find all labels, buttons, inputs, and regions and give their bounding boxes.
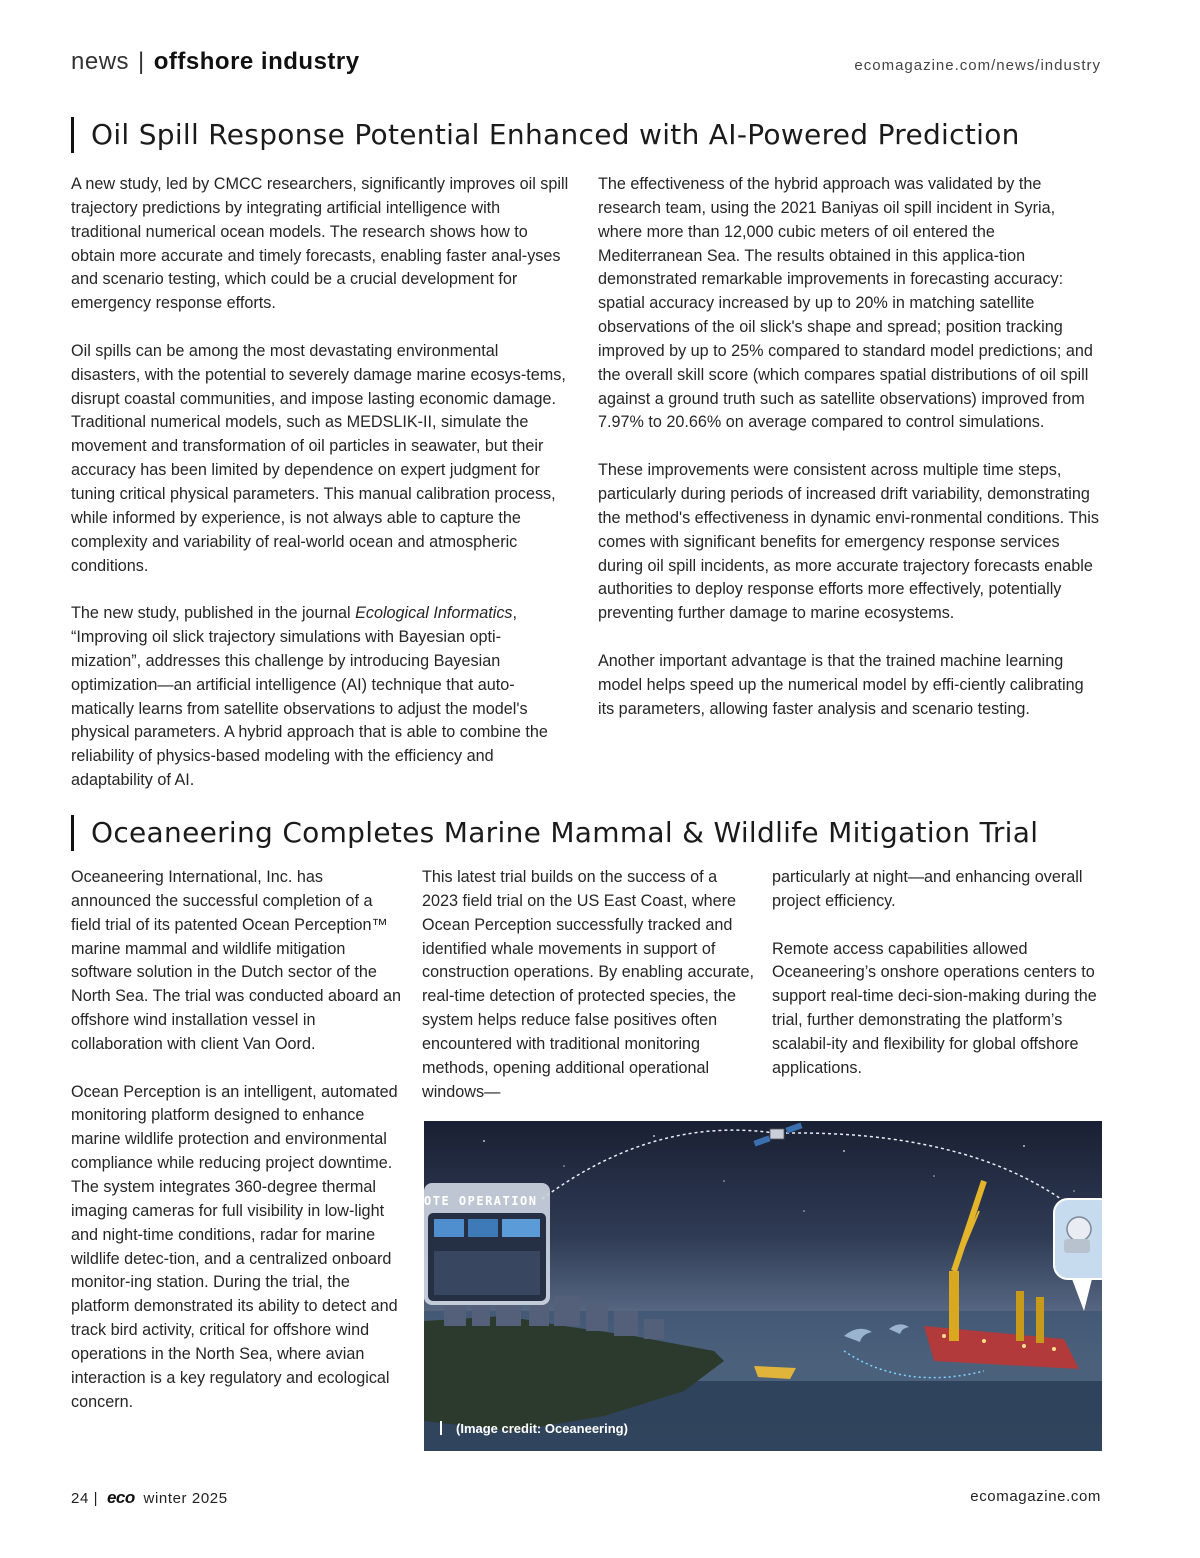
photo-illustration bbox=[424, 1121, 1102, 1451]
headline-bar bbox=[71, 815, 74, 851]
section-subname: offshore industry bbox=[153, 48, 360, 75]
eco-logo: eco bbox=[106, 1488, 135, 1507]
article2-headline bbox=[71, 815, 1038, 851]
p3-text-before: The new study, published in the journal bbox=[71, 604, 356, 623]
article2-column-1 bbox=[71, 866, 403, 1414]
article2-column-3 bbox=[772, 866, 1102, 1081]
paragraph: The effectiveness of the hybrid approach was validated by the research team, using the 2021 Baniyas oil spill incident in Syria, where more than 12,000 cubic meters of oil entered the Mediterranean Sea. The results obtained in this applica-tion demonstrated remarkable improvements in forecasting accuracy: spatial accuracy increased by up to 20% in matching satellite observations of the oil slick's shape and spread; position tracking improved by up to 25% compared to standard model predictions; and the overall skill score (which compares spatial distributions of oil spill against a ground truth such as satellite observations) improved from 7.97% to 20.66% on average compared to control simulations. bbox=[598, 175, 1093, 432]
page-footer bbox=[71, 1488, 1101, 1510]
satellite-icon bbox=[753, 1122, 802, 1146]
paragraph: This latest trial builds on the success of a 2023 field trial on the US East Coast, where Ocean Perception successfully tracked and identified whale movements in support of construction operations. By enabling accurate, real-time detection of protected species, the system helps reduce false positives often encountered with traditional monitoring methods, opening additional operational windows— bbox=[422, 868, 755, 1101]
paragraph: Oceaneering International, Inc. has announced the successful completion of a field trial of its patented Ocean Perception™ marine mammal and wildlife mitigation software solution in the Dutch sector of the North Sea. The trial was conducted aboard an offshore wind installation vessel in collaboration with client Van Oord. bbox=[71, 868, 401, 1053]
caption-bar bbox=[440, 1421, 442, 1435]
headline-bar bbox=[71, 117, 74, 153]
image-caption bbox=[440, 1421, 628, 1436]
paragraph: particularly at night—and enhancing overall project efficiency. bbox=[772, 868, 1083, 910]
page-number: 24 bbox=[71, 1490, 89, 1507]
article2-column-2 bbox=[422, 866, 755, 1104]
page-header bbox=[71, 48, 1101, 82]
thermal-camera-bubble bbox=[1054, 1199, 1102, 1311]
support-boat bbox=[754, 1366, 796, 1379]
article1-left-column bbox=[71, 173, 571, 793]
caption-text: (Image credit: Oceaneering) bbox=[456, 1421, 628, 1436]
paragraph bbox=[71, 602, 571, 793]
paragraph: Another important advantage is that the trained machine learning model helps speed up the numerical model by effi-ciently calibrating its parameters, allowing faster analysis and scenario testing. bbox=[598, 651, 1084, 718]
paragraph: Ocean Perception is an intelligent, automated monitoring platform designed to enhance marine wildlife protection and environmental compliance while reducing project downtime. The system integrates 360-degree thermal imaging cameras for full visibility in low-light and night-time conditions, radar for marine wildlife detec-tion, and a centralized onboard monitor-ing station. During the trial, the platform demonstrated its ability to detect and track bird activity, critical for offshore wind operations in the North Sea, where avian interaction is a key regulatory and ecological concern. bbox=[71, 1082, 398, 1411]
article1-headline bbox=[71, 117, 1020, 153]
journal-name: Ecological Informatics bbox=[355, 604, 513, 623]
signal-arc-right bbox=[786, 1133, 1064, 1201]
paragraph: Remote access capabilities allowed Oceaneering’s onshore operations centers to support real-time deci-sion-making during the trial, further demonstrating the platform’s scalabil-ity and flexibility for global offshore applications. bbox=[772, 939, 1097, 1077]
section-name: news bbox=[71, 48, 130, 75]
footer-url: ecomagazine.com bbox=[970, 1488, 1101, 1505]
signal-arc-left bbox=[542, 1130, 774, 1199]
article-photo bbox=[424, 1121, 1102, 1451]
paragraph: Oil spills can be among the most devastating environmental disasters, with the potential to severely damage marine ecosys-tems, disrupt coastal communities, and impose lasting economic damage. Traditional numerical models, such as MEDSLIK-II, simulate the movement and transformation of oil particles in seawater, but their accuracy has been limited by dependence on expert judgment for tuning critical physical parameters. This manual calibration process, while informed by experience, is not always able to capture the complexity and variability of real-world ocean and atmospheric conditions. bbox=[71, 341, 566, 575]
footer-issue-info bbox=[71, 1488, 228, 1508]
header-url: ecomagazine.com/news/industry bbox=[854, 57, 1101, 74]
article1-headline-text: Oil Spill Response Potential Enhanced with AI-Powered Prediction bbox=[91, 118, 1020, 151]
remote-operation-label: OTE OPERATION bbox=[424, 1194, 538, 1208]
p3-text-after: , “Improving oil slick trajectory simulations with Bayesian opti-mization”, addresses this challenge by introducing Bayesian optimization—an artificial intelligence (AI) technique that auto-matically learns from satellite observations to adjust the model's physical parameters. A hybrid approach that is able to combine the reliability of physics-based modeling with the efficiency and adaptability of AI. bbox=[71, 604, 548, 790]
footer-separator: | bbox=[93, 1490, 99, 1507]
article2-headline-text: Oceaneering Completes Marine Mammal & Wildlife Mitigation Trial bbox=[91, 816, 1039, 849]
section-label bbox=[71, 48, 360, 76]
section-separator: | bbox=[138, 48, 145, 75]
issue-label: winter 2025 bbox=[143, 1490, 228, 1507]
paragraph: These improvements were consistent across multiple time steps, particularly during periods of increased drift variability, demonstrating the method's effectiveness in dynamic envi-ronmental conditions. This comes with significant benefits for emergency response services during oil spill incidents, as more accurate trajectory forecasts enable authorities to deploy response efforts more effectively, potentially preventing further damage to marine ecosystems. bbox=[598, 461, 1099, 623]
article1-right-column bbox=[598, 173, 1103, 721]
paragraph: A new study, led by CMCC researchers, significantly improves oil spill trajectory predictions by integrating artificial intelligence with traditional numerical ocean models. The research shows how to obtain more accurate and timely forecasts, enabling faster anal-yses and scenario testing, which could be a crucial development for emergency response efforts. bbox=[71, 175, 569, 313]
stars bbox=[483, 1135, 1075, 1212]
